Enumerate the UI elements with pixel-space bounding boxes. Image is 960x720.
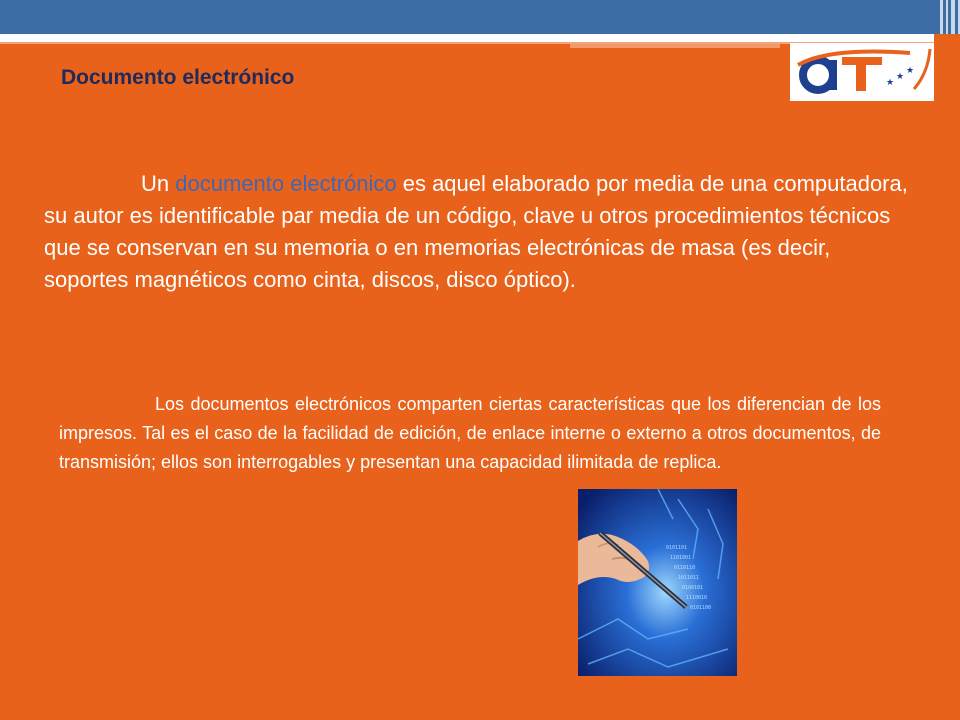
svg-text:★: ★ — [886, 78, 895, 88]
definition-body: es aquel elaborado por media de una computadora, su autor es identificable par media de un código, clave u otros procedimientos técnicos que se conservan en su memoria o en memorias electrónicas de masa (es decir, soportes magnéticos como cinta, discos, disco óptico). — [44, 171, 908, 292]
hand-with-pen-circuit-image — [578, 489, 737, 676]
highlight-term: documento electrónico — [175, 171, 397, 196]
svg-text:0110110: 0110110 — [674, 565, 696, 571]
slide-title: Documento electrónico — [61, 66, 295, 89]
characteristics-text: Los documentos electrónicos comparten ciertas características que los diferencian de los impresos. Tal es el caso de la facilidad de edición, de enlace interne o externo a otros documentos, de transmisión; ellos son interrogables y presentan una capacidad ilimitada de replica. — [59, 394, 881, 472]
at-logo-icon — [790, 43, 934, 101]
svg-text:★: ★ — [896, 72, 905, 82]
accent-line-short — [570, 44, 780, 48]
top-bar-stripes — [916, 0, 960, 34]
top-bar — [0, 0, 960, 34]
svg-text:1011011: 1011011 — [678, 575, 700, 581]
svg-text:0101101: 0101101 — [666, 545, 688, 551]
svg-text:0100101: 0100101 — [682, 585, 704, 591]
characteristics-paragraph — [59, 390, 881, 477]
svg-text:★: ★ — [906, 66, 915, 76]
svg-text:1110010: 1110010 — [686, 595, 708, 601]
svg-text:1101001: 1101001 — [670, 555, 692, 561]
svg-text:0101100: 0101100 — [690, 605, 712, 611]
right-rail — [934, 34, 960, 720]
definition-lead: Un — [141, 171, 176, 196]
top-bar-edge — [0, 34, 960, 42]
definition-paragraph — [44, 168, 914, 296]
